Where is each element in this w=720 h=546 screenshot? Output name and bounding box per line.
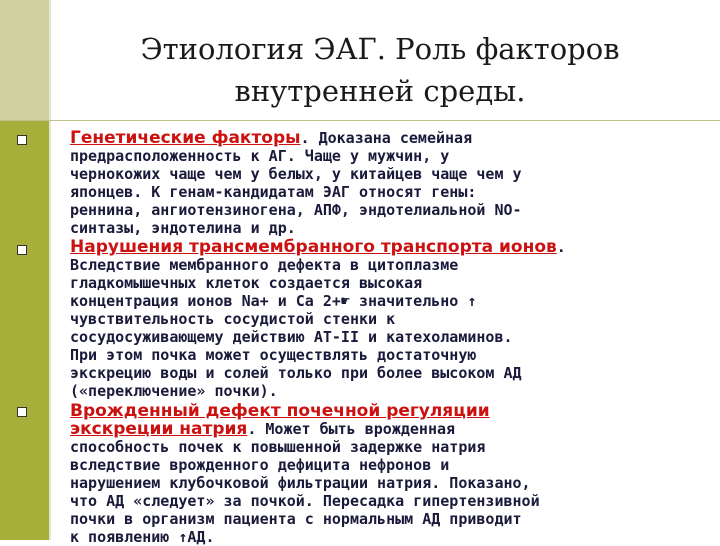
item-body-first: . Может быть врожденная xyxy=(247,420,456,438)
decorative-sidebar xyxy=(0,0,49,540)
list-item-line xyxy=(70,420,690,438)
list-item-line: гладкомышечных клеток создается высокая xyxy=(70,274,423,292)
bullet-marker-2 xyxy=(17,245,27,255)
list-item-sodium-excretion xyxy=(70,402,690,546)
list-item-line: Вследствие мембранного дефекта в цитоплазме xyxy=(70,256,459,274)
item-heading-line-1: Врожденный дефект почечной регуляции xyxy=(70,401,490,421)
list-item-line: к появлению ↑АД. xyxy=(70,528,215,546)
sidebar-divider xyxy=(49,0,51,540)
item-body-first: . Доказана семейная xyxy=(300,129,473,147)
list-item-line: чувствительность сосудистой стенки к xyxy=(70,310,396,328)
bullet-marker-1 xyxy=(17,135,27,145)
bullet-marker-3 xyxy=(17,407,27,417)
slide-title xyxy=(70,28,690,112)
list-item-line xyxy=(70,129,690,147)
title-line-1: Этиология ЭАГ. Роль факторов xyxy=(140,32,620,66)
list-item-line: вследствие врожденного дефицита нефронов и xyxy=(70,456,450,474)
list-item-line: предрасположенность к АГ. Чаще у мужчин, у xyxy=(70,147,450,165)
list-item-line: сосудосуживающему действию AT-II и катехоламинов. xyxy=(70,328,513,346)
list-item-line: почки в организм пациента с нормальным АД приводит xyxy=(70,510,522,528)
sidebar-bottom-block xyxy=(0,120,49,540)
list-item-ion-transport xyxy=(70,238,690,400)
list-item-genetic xyxy=(70,129,690,237)
list-item-line: японцев. К генам-кандидатам ЭАГ относят гены: xyxy=(70,183,477,201)
item-heading: Генетические факторы xyxy=(70,128,301,148)
list-item-line: синтазы, эндотелина и др. xyxy=(70,219,296,237)
list-item-line xyxy=(70,402,690,420)
item-heading-line-2: экскреции натрия xyxy=(70,419,248,439)
list-item-line: чернокожих чаще чем у белых, у китайцев чаще чем у xyxy=(70,165,522,183)
item-heading: Нарушения трансмембранного транспорта ионов xyxy=(70,237,557,257)
list-item-line: («переключение» почки). xyxy=(70,382,278,400)
title-divider xyxy=(0,120,720,121)
sidebar-top-block xyxy=(0,0,49,120)
list-item-line: концентрация ионов Na+ и Ca 2+☛ значительно ↑ xyxy=(70,292,477,310)
list-item-line xyxy=(70,238,690,256)
list-item-line: нарушением клубочковой фильтрации натрия. Показано, xyxy=(70,474,531,492)
title-line-2: внутренней среды. xyxy=(234,74,526,108)
list-item-line: что АД «следует» за почкой. Пересадка гипертензивной xyxy=(70,492,540,510)
list-item-line: способность почек к повышенной задержке натрия xyxy=(70,438,486,456)
item-body-first: . xyxy=(556,238,566,256)
list-item-line: экскрецию воды и солей только при более высоком АД xyxy=(70,364,522,382)
list-item-line: реннина, ангиотензиногена, АПФ, эндотелиальной NO- xyxy=(70,201,522,219)
list-item-line: При этом почка может осуществлять достаточную xyxy=(70,346,477,364)
